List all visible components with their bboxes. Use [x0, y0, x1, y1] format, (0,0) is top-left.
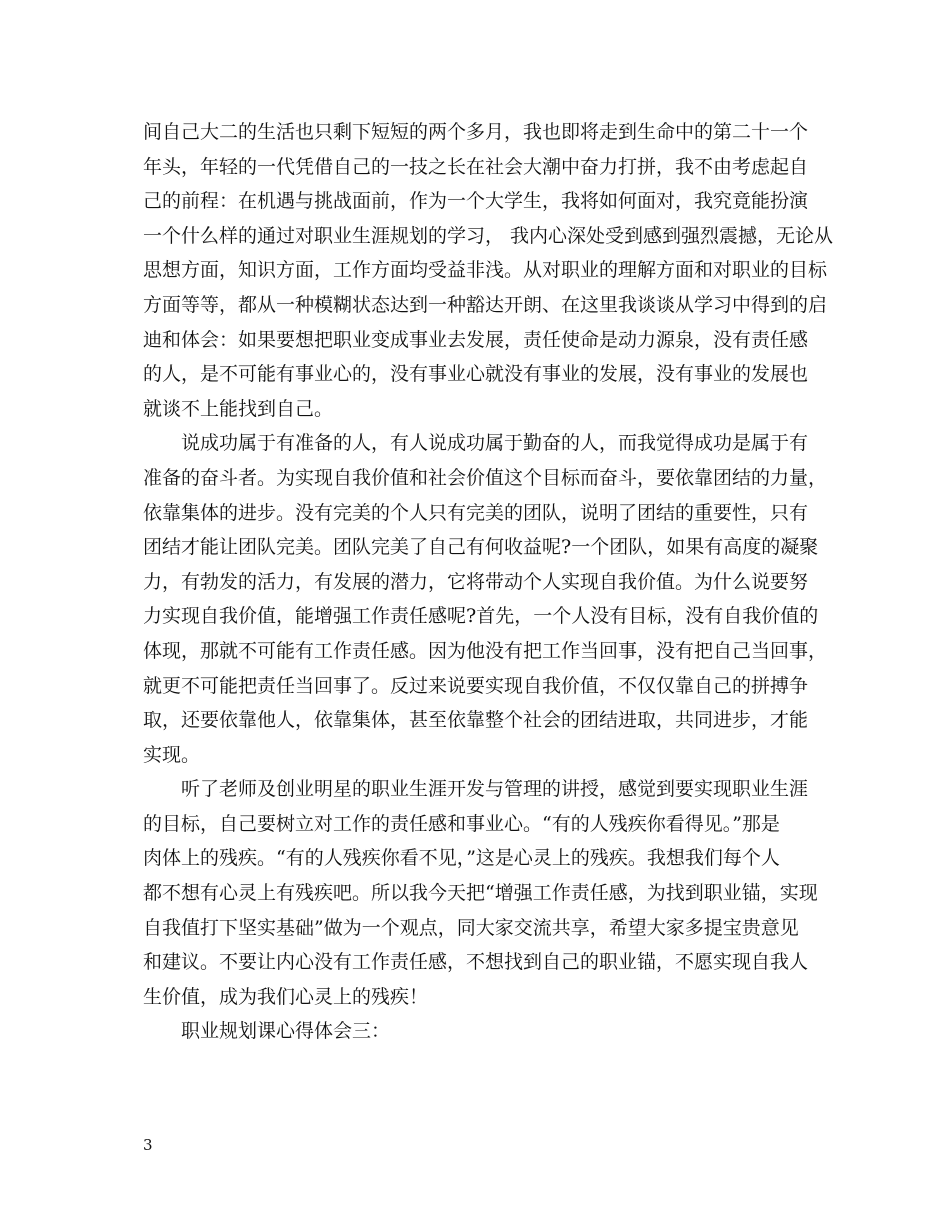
text-line: 依靠集体的进步。没有完美的个人只有完美的团队，说明了团结的重要性，只有 [143, 501, 809, 524]
page-number: 3 [143, 1136, 153, 1154]
text-line: 准备的奋斗者。为实现自我价值和社会价值这个目标而奋斗，要依靠团结的力量， [143, 466, 828, 489]
text-line: 迪和体会：如果要想把职业变成事业去发展，责任使命是动力源泉，没有责任感 [143, 328, 809, 351]
section-heading-line: 职业规划课心得体会三： [181, 1020, 391, 1043]
paragraph-start-line: 说成功属于有准备的人，有人说成功属于勤奋的人，而我觉得成功是属于有 [181, 432, 809, 455]
text-line: 实现。 [143, 743, 201, 766]
text-line: 自我值打下坚实基础”做为一个观点，同大家交流共享，希望大家多提宝贵意见 [143, 916, 799, 939]
text-line: 就谈不上能找到自己。 [143, 397, 334, 420]
text-line: 取，还要依靠他人，依靠集体，甚至依靠整个社会的团结进取，共同进步，才能 [143, 709, 809, 732]
text-line: 肉体上的残疾。“有的人残疾你看不见，”这是心灵上的残疾。我想我们每个人 [143, 847, 780, 870]
text-line: 年头，年轻的一代凭借自己的一技之长在社会大潮中奋力打拼，我不由考虑起自 [143, 155, 809, 178]
text-line: 和建议。不要让内心没有工作责任感，不想找到自己的职业锚，不愿实现自我人 [143, 951, 809, 974]
text-line: 己的前程：在机遇与挑战面前，作为一个大学生，我将如何面对，我究竟能扮演 [143, 190, 809, 213]
text-line: 团结才能让团队完美。团队完美了自己有何收益呢?一个团队，如果有高度的凝聚 [143, 536, 819, 559]
text-line: 间自己大二的生活也只剩下短短的两个多月，我也即将走到生命中的第二十一个 [143, 121, 809, 143]
text-line: 体现，那就不可能有工作责任感。因为他没有把工作当回事，没有把自己当回事， [143, 639, 828, 662]
text-line: 力实现自我价值，能增强工作责任感呢?首先，一个人没有目标，没有自我价值的 [143, 605, 819, 628]
text-line: 的目标，自己要树立对工作的责任感和事业心。“有的人残疾你看得见。”那是 [143, 812, 780, 835]
text-line: 力，有勃发的活力，有发展的潜力，它将带动个人实现自我价值。为什么说要努 [143, 570, 809, 593]
text-line: 思想方面，知识方面，工作方面均受益非浅。从对职业的理解方面和对职业的目标 [143, 259, 828, 282]
body-text [143, 115, 834, 1049]
paragraph-start-line: 听了老师及创业明星的职业生涯开发与管理的讲授，感觉到要实现职业生涯 [181, 778, 809, 801]
text-line: 就更不可能把责任当回事了。反过来说要实现自我价值，不仅仅靠自己的拼搏争 [143, 674, 809, 697]
text-line: 的人，是不可能有事业心的，没有事业心就没有事业的发展，没有事业的发展也 [143, 363, 809, 386]
text-line: 方面等等，都从一种模糊状态达到一种豁达开朗、在这里我谈谈从学习中得到的启 [143, 293, 828, 316]
text-line: 一个什么样的通过对职业生涯规划的学习， 我内心深处受到感到强烈震撼，无论从 [143, 224, 834, 247]
text-line: 生价值，成为我们心灵上的残疾！ [143, 985, 429, 1008]
text-line: 都不想有心灵上有残疾吧。所以我今天把“增强工作责任感，为找到职业锚，实现 [143, 882, 818, 905]
